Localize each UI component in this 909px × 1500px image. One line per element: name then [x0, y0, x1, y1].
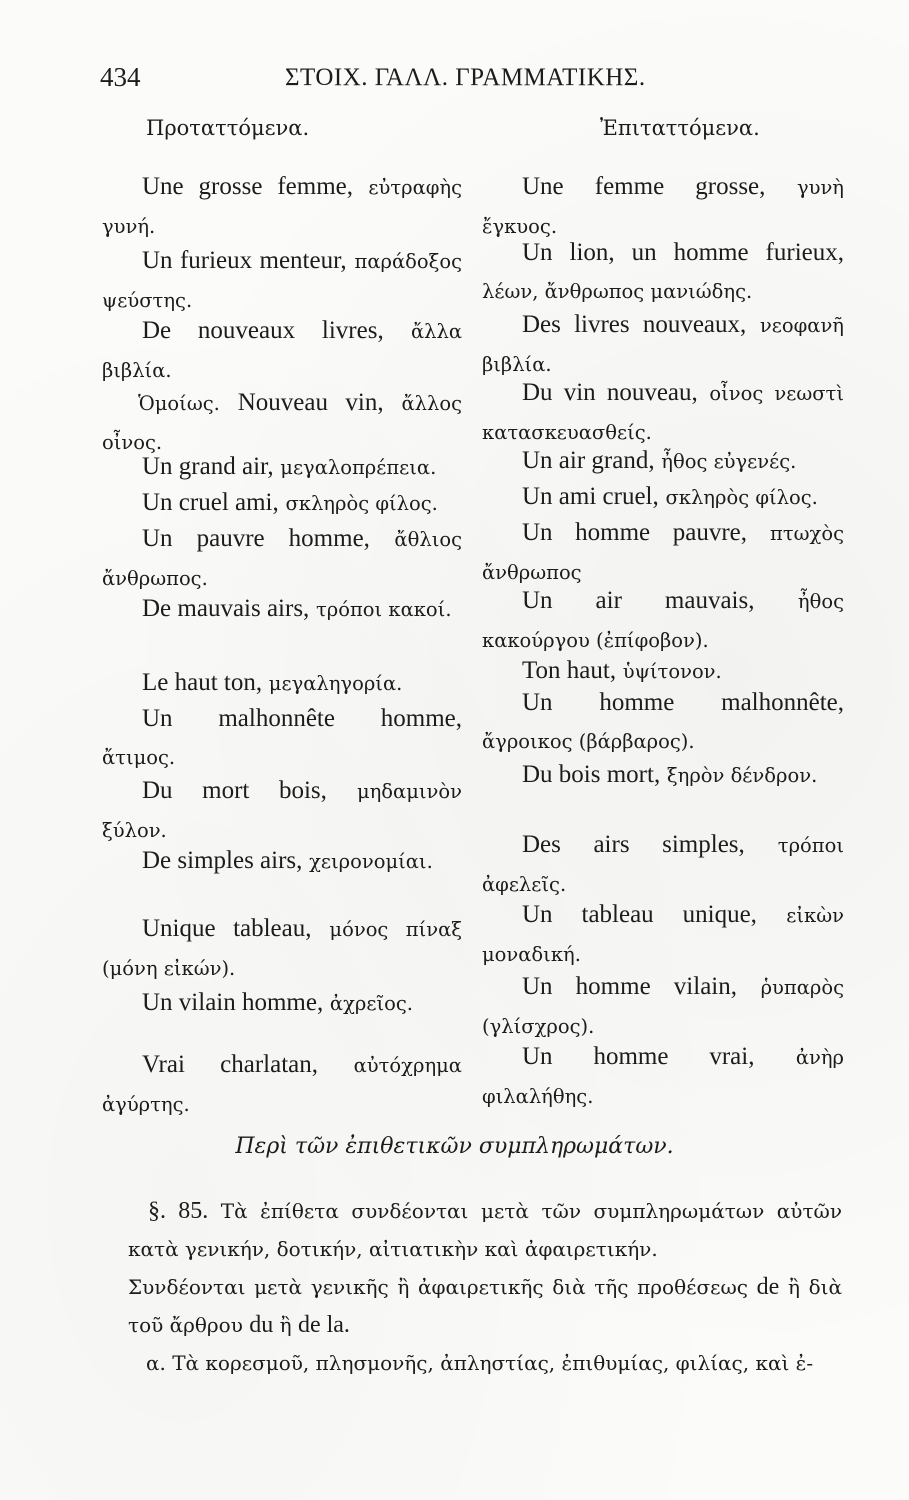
list-item: Un lion, un homme furieux, λέων, ἄνθρωπος μανιώδης.: [482, 239, 844, 303]
list-item: Un ami cruel, σκληρὸς φίλος.: [522, 483, 818, 510]
list-item: Un air grand, ἦθος εὐγενές.: [522, 447, 797, 474]
list-item: Un homme vilain, ῥυπαρὸς (γλίσχρος).: [482, 973, 844, 1038]
page-number: 434: [100, 62, 141, 92]
section-number: §. 85.: [148, 1198, 209, 1224]
list-item: Un furieux menteur, παράδοξος ψεύστης.: [102, 247, 462, 312]
list-item: Du bois mort, ξηρὸν δένδρον.: [522, 761, 818, 788]
list-item: Un grand air, μεγαλοπρέπεια.: [142, 453, 437, 480]
list-item: Un homme vrai, ἀνὴρ φιλαλήθης.: [482, 1043, 844, 1108]
list-item: Vrai charlatan, αὐτόχρημα ἀγύρτης.: [102, 1051, 462, 1116]
right-column-heading: Ἐπιταττόμενα.: [600, 116, 760, 140]
list-item: Un cruel ami, σκληρὸς φίλος.: [142, 489, 438, 516]
list-item: De simples airs, χειρονομίαι.: [142, 847, 433, 874]
paragraph: Συνδέονται μετὰ γενικῆς ἢ ἀφαιρετικῆς διὰ τῆς προθέσεως de ἢ διὰ τοῦ ἄρθρου du ἢ de la.: [128, 1274, 843, 1338]
list-item: Ton haut, ὑψίτονον.: [522, 657, 722, 684]
list-item: Une grosse femme, εὐτραφὴς γυνή.: [102, 173, 462, 238]
list-item: Un air mauvais, ἦθος κακούργου (ἐπίφοβον).: [482, 587, 844, 652]
section-subheading: Περὶ τῶν ἐπιθετικῶν συμπληρωμάτων.: [235, 1134, 674, 1159]
left-column-heading: Προταττόμενα.: [146, 116, 310, 140]
list-item: De mauvais airs, τρόποι κακοί.: [142, 595, 452, 622]
list-item: Un pauvre homme, ἄθλιος ἄνθρωπος.: [102, 525, 462, 590]
list-item: De nouveaux livres, ἄλλα βιβλία.: [102, 317, 462, 382]
list-item: Ὁμοίως. Nouveau vin, ἄλλος οἶνος.: [102, 389, 462, 454]
list-item: Un vilain homme, ἀχρεῖος.: [142, 989, 413, 1016]
running-title: ΣΤΟΙΧ. ΓΑΛΛ. ΓΡΑΜΜΑΤΙΚΗΣ.: [285, 64, 646, 91]
list-item: Un homme pauvre, πτωχὸς ἄνθρωπος: [482, 519, 844, 584]
paragraph: §. 85. Τὰ ἐπίθετα συνδέονται μετὰ τῶν συμπληρωμάτων αὐτῶν κατὰ γενικήν, δοτικήν, αἰτιατικὴν καὶ ἀφαιρετικήν.: [128, 1198, 842, 1261]
list-item: Du vin nouveau, οἶνος νεωστὶ κατασκευασθείς.: [482, 379, 844, 444]
list-item: Un tableau unique, εἰκὼν μοναδική.: [482, 901, 844, 966]
page-header: [100, 62, 820, 102]
list-item: Des livres nouveaux, νεοφανῆ βιβλία.: [482, 311, 844, 376]
list-item: Un homme malhonnête, ἄγροικος (βάρβαρος).: [482, 689, 844, 753]
list-item: Unique tableau, μόνος πίναξ (μόνη εἰκών).: [102, 915, 462, 980]
paragraph: α. Τὰ κορεσμοῦ, πλησμονῆς, ἀπληστίας, ἐπιθυμίας, φιλίας, καὶ ἐ-: [146, 1351, 814, 1375]
list-item: Le haut ton, μεγαληγορία.: [142, 669, 403, 696]
list-item: Du mort bois, μηδαμινὸν ξύλον.: [102, 777, 462, 842]
list-item: Des airs simples, τρόποι ἀφελεῖς.: [482, 831, 844, 896]
list-item: Une femme grosse, γυνὴ ἔγκυος.: [482, 173, 844, 238]
list-item: Un malhonnête homme, ἄτιμος.: [102, 705, 462, 769]
